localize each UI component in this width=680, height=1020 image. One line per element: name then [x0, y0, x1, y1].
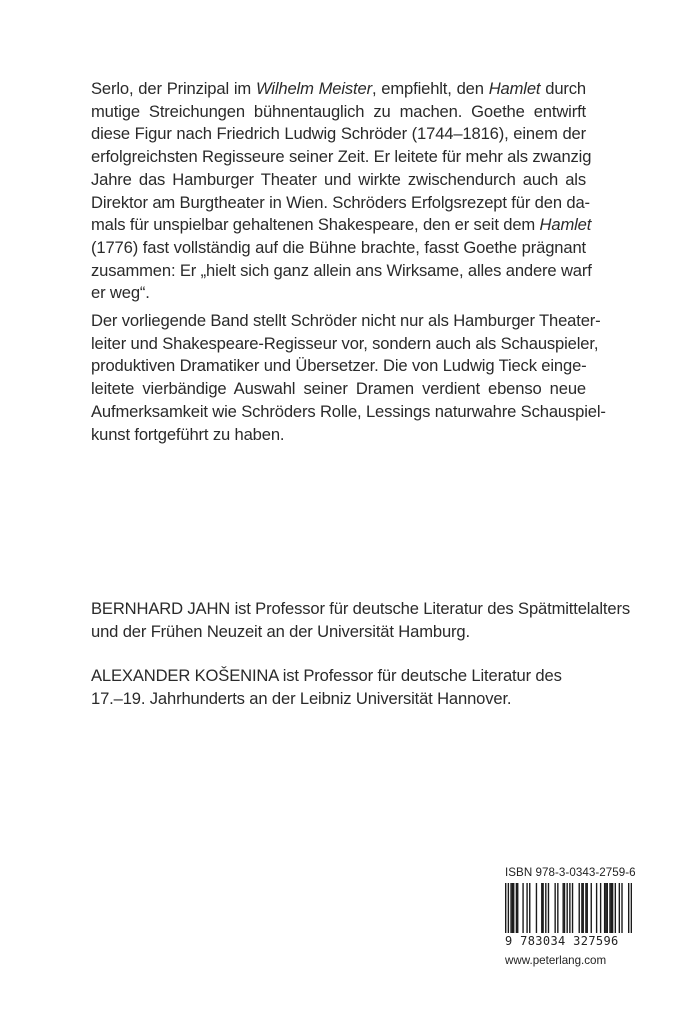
barcode-bar [564, 883, 565, 935]
barcode-bar [554, 883, 555, 935]
barcode-digits: 9 783034 327596 [505, 933, 635, 948]
barcode-bar [615, 883, 616, 935]
barcode-bar [545, 883, 546, 935]
barcode-bar [510, 883, 511, 935]
text-line: Jahre das Hamburger Theater und wirkte zwischendurch auch als [91, 169, 586, 189]
synopsis-paragraph-2 [91, 310, 606, 446]
barcode-bar [517, 883, 518, 935]
synopsis-paragraph-1 [91, 78, 592, 305]
barcode-bar [619, 883, 620, 935]
text-line: 17.–19. Jahrhunderts an der Leibniz Universität Hannover. [91, 688, 512, 708]
text-line: leitete vierbändige Auswahl seiner Dramen verdient ebenso neue [91, 379, 586, 399]
text-line: Aufmerksamkeit wie Schröders Rolle, Lessings naturwahre Schauspiel- [91, 401, 606, 421]
author-bio-jahn [91, 598, 630, 643]
barcode-bar [621, 883, 622, 935]
barcode-bar [516, 883, 517, 935]
text-line: kunst fortgeführt zu haben. [91, 424, 285, 444]
text-line: Direktor am Burgtheater in Wien. Schröders Erfolgsrezept für den da- [91, 192, 590, 212]
isbn-block [505, 866, 635, 976]
text-line: mals für unspielbar gehaltenen Shakespeare, den er seit dem Hamlet [91, 215, 592, 235]
barcode-bar [548, 883, 549, 935]
text-line: erfolgreichsten Regisseure seiner Zeit. Er leitete für mehr als zwanzig [91, 147, 592, 167]
text-line: Der vorliegende Band stellt Schröder nicht nur als Hamburger Theater- [91, 311, 601, 330]
text-line: mutige Streichungen bühnentauglich zu machen. Goethe entwirft [91, 101, 586, 121]
text-line: produktiven Dramatiker und Übersetzer. Die von Ludwig Tieck einge- [91, 356, 587, 376]
barcode-bar [579, 883, 580, 935]
barcode-bar [607, 883, 608, 935]
barcode-bar [591, 883, 592, 935]
barcode-bar [512, 883, 513, 935]
barcode-bar [542, 883, 543, 935]
text-line: und der Frühen Neuzeit an der Universität Hamburg. [91, 621, 470, 641]
barcode-bar [526, 883, 527, 935]
barcode-bar [529, 883, 530, 935]
barcode-bar [513, 883, 514, 935]
barcode-bar [536, 883, 537, 935]
barcode-bar [572, 883, 573, 935]
barcode-bar [557, 883, 558, 935]
book-title-hamlet: Hamlet [488, 79, 541, 98]
barcode-bar [587, 883, 588, 935]
barcode-bar [612, 883, 613, 935]
text-line: (1776) fast vollständig auf die Bühne brachte, fasst Goethe prägnant [91, 237, 586, 257]
text-line: er weg“. [91, 283, 150, 303]
book-title-hamlet: Hamlet [539, 215, 592, 235]
barcode-bar [583, 883, 584, 935]
isbn-label: ISBN 978-3-0343-2759-6 [505, 866, 636, 879]
publisher-website: www.peterlang.com [505, 954, 607, 967]
barcode-bar [605, 883, 606, 935]
barcode-bar [611, 883, 612, 935]
barcode-bar [585, 883, 586, 935]
text-line: BERNHARD JAHN ist Professor für deutsche Literatur des Spätmittelalters [91, 599, 630, 618]
text-line: ALEXANDER KOŠENINA ist Professor für deutsche Literatur des [91, 666, 562, 685]
barcode-bar [604, 883, 605, 935]
barcode-bar [596, 883, 597, 935]
text-line: zusammen: Er „hielt sich ganz allein ans Wirksame, alles andere warf [91, 260, 592, 280]
barcode-bar [522, 883, 523, 935]
text-line: diese Figur nach Friedrich Ludwig Schröder (1744–1816), einem der [91, 124, 586, 144]
barcode-bar [541, 883, 542, 935]
text-line: leiter und Shakespeare-Regisseur vor, sondern auch als Schauspieler, [91, 333, 599, 353]
text-line: Serlo, der Prinzipal im Wilhelm Meister, empfiehlt, den Hamlet durch [91, 79, 586, 98]
author-bio-kosenina [91, 665, 586, 710]
barcode-bar [562, 883, 563, 935]
barcode-bar [581, 883, 582, 935]
barcode-bar [600, 883, 601, 935]
barcode-bar [609, 883, 610, 935]
book-title-wilhelm-meister: Wilhelm Meister [255, 79, 372, 98]
